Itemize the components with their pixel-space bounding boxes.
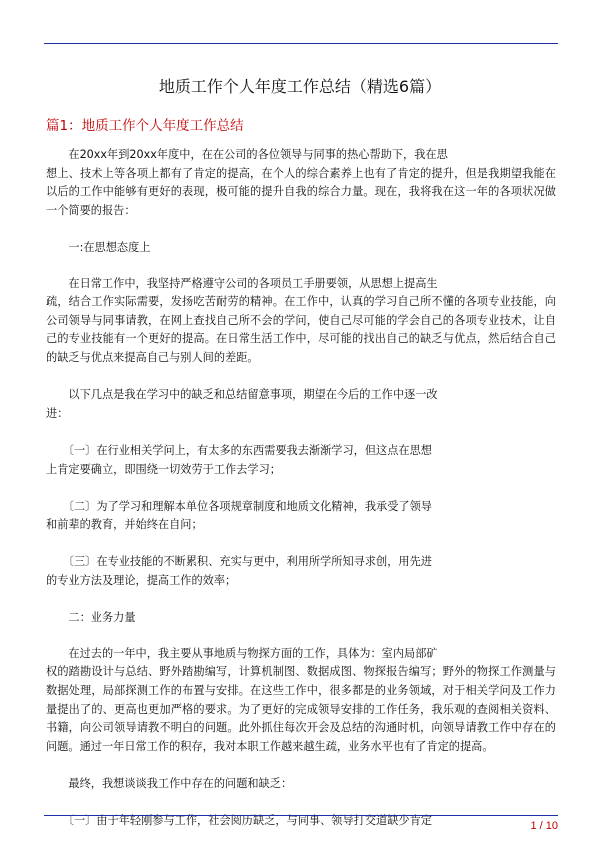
paragraph-problem-1: 〔一〕由于年轻刚参与工作，社会阅历缺乏，与同事、领导打交道缺少肯定 [46, 814, 432, 828]
document-body [46, 146, 556, 849]
paragraph-heading-business: 二：业务力量 [46, 611, 136, 625]
page-number: 1 / 10 [530, 820, 558, 832]
paragraph-improvement-intro: 以下几点是我在学习中的缺乏和总结留意事项，期望在今后的工作中逐一改 进： [46, 388, 438, 420]
paragraph-daily-work: 在日常工作中，我坚持严格遵守公司的各项员工手册要领，从思想上提高生 疏，结合工作实际需要，发扬吃苦耐劳的精神。在工作中，认真的学习自己所不懂的各项专业技能，向公司领导与同事请教，在网上查找自己所不会的学问，使自己尽可能的学会自己的各项专业技术，让自己的专业技能有一个更好的提高。在日常生活工作中，尽可能的找出自己的缺乏与优点，然后结合自己的缺乏与优点来提高自己与别人间的差距。 [46, 276, 556, 364]
paragraph-item-1: 〔一〕在行业相关学问上，有太多的东西需要我去渐渐学习，但这点在思想 上肯定要确立，即围绕一切效劳于工作去学习； [46, 443, 432, 476]
page-title: 地质工作个人年度工作总结（精选6篇） [158, 77, 442, 96]
header-rule [44, 43, 558, 44]
paragraph-heading-thought: 一:在思想态度上 [46, 240, 151, 254]
footer-rule [44, 815, 558, 816]
paragraph-business: 在过去的一年中，我主要从事地质与物探方面的工作，具体为：室内局部矿 权的踏勘设计与总结、野外踏勘编写，计算机制图、数据成图、物探报告编写；野外的物探工作测量与数据处理，局部探测工作的布置与安排。在这些工作中，很多都是的业务领域，对于相关学问及工作力量提出了的、更高也更加严格的要求。为了更好的完成领导安排的工作任务，我乐观的查阅相关资料、书籍，向公司领导请教不明白的问题。此外抓住每次开会及总结的沟通时机，向领导请教工作中存在的问题。通过一年日常工作的积存，我对本职工作越来越生疏，业务水平也有了肯定的提高。 [46, 646, 556, 753]
paragraph-item-2: 〔二〕为了学习和理解本单位各项规章制度和地质文化精神，我承受了领导 和前辈的教育，并始终在自问； [46, 499, 432, 532]
paragraph-item-3: 〔三〕在专业技能的不断累积、充实与更中，利用所学所知寻求创，用先进 的专业方法及理论，提高工作的效率； [46, 555, 432, 588]
section-title: 篇1：地质工作个人年度工作总结 [46, 118, 244, 134]
paragraph-intro: 在20xx年到20xx年度中，在在公司的各位领导与同事的热心帮助下，我在思 想上、技术上等各项上都有了肯定的提高，在个人的综合素养上也有了肯定的提升，但是我期望我能在以后的工作中能够有更好的表现，极可能的提升自我的综合力量。现在，我将我在这一年的各项状况做一个简要的报告： [46, 148, 556, 217]
paragraph-problems-intro: 最终，我想谈谈我工作中存在的问题和缺乏： [46, 777, 293, 790]
